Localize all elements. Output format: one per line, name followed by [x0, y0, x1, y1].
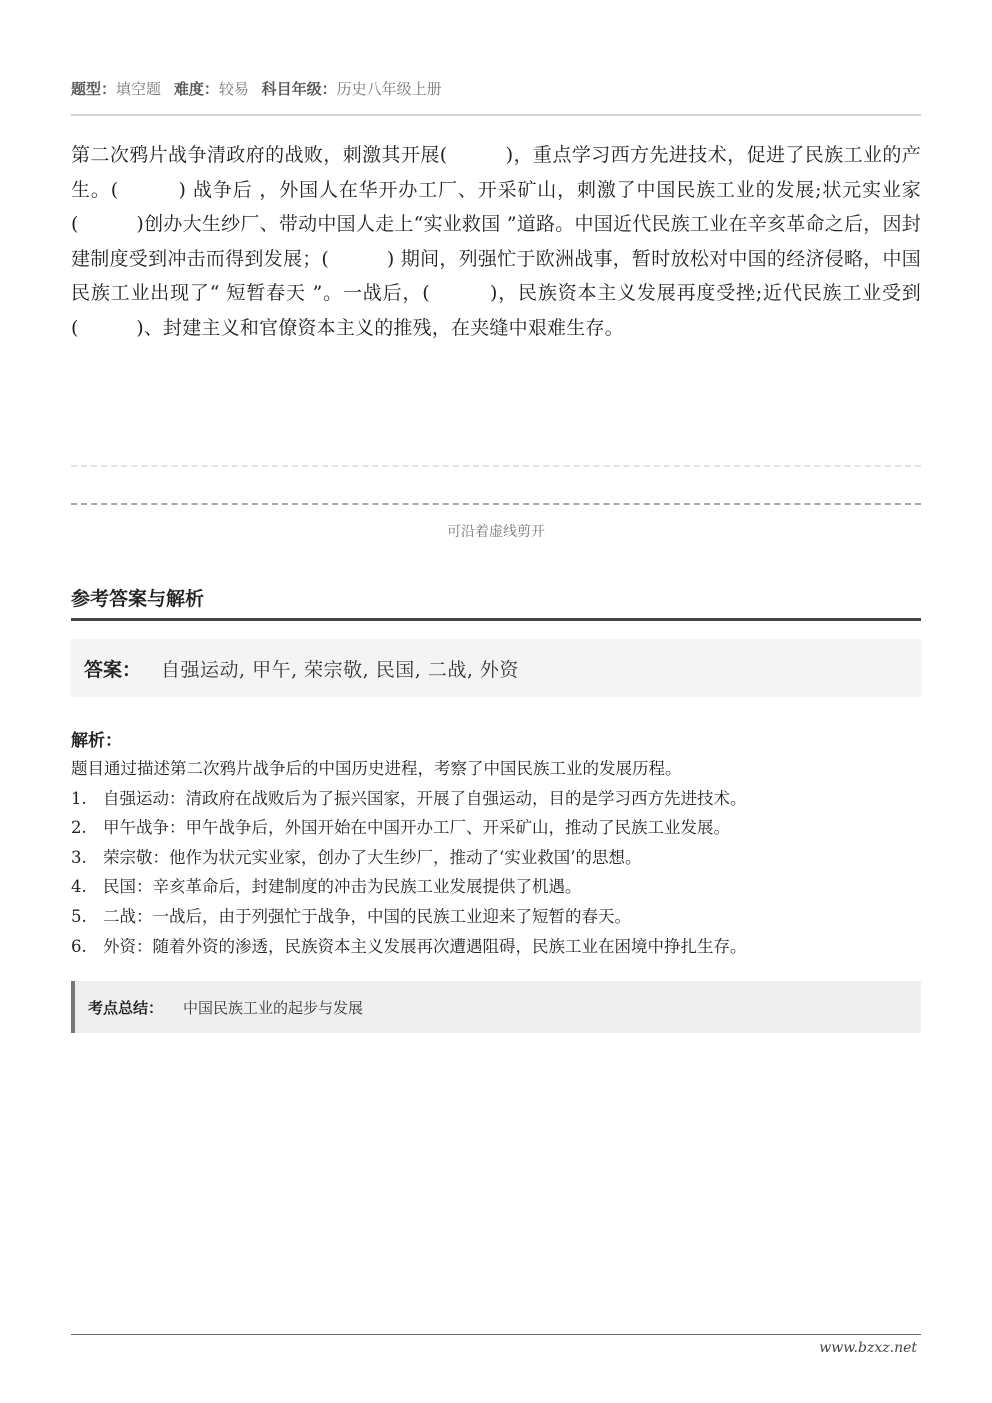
summary-value: 中国民族工业的起步与发展: [183, 998, 364, 1017]
item-text: 二战：一战后，由于列强忙于战争，中国的民族工业迎来了短暂的春天。: [103, 906, 631, 926]
key-point-summary: [71, 981, 921, 1033]
analysis-item: [71, 932, 921, 962]
type-label: 题型：: [71, 80, 117, 98]
answer-box: [71, 639, 921, 697]
item-text: 甲午战争：甲午战争后，外国开始在中国开办工厂、开采矿山，推动了民族工业发展。: [103, 818, 730, 838]
question-text: 第二次鸦片战争清政府的战败，刺激其开展( )，重点学习西方先进技术，促进了民族工业的产生。( ) 战争后 ，外国人在华开办工厂、开采矿山，刺激了中国民族工业的发展;状元实业家( )创办大生纱厂、带动中国人走上“实业救国 ”道路。中国近代民族工业在辛亥革命之后，因封建制度受到冲击而得到发展；( ) 期间，列强忙于欧洲战事，暂时放松对中国的经济侵略，中国民族工业出现了“ 短暂春天 ”。一战后，( )，民族资本主义发展再度受挫;近代民族工业受到( )、封建主义和官僚资本主义的推残，在夹缝中艰难生存。: [71, 144, 921, 339]
answer-label: 答案：: [84, 658, 142, 681]
analysis-label: 解析：: [71, 731, 122, 751]
analysis-item: [71, 813, 921, 843]
answer-value: 自强运动, 甲午, 荣宗敬, 民国, 二战, 外资: [161, 658, 519, 681]
item-number: 6.: [71, 936, 87, 956]
analysis-body: [71, 754, 921, 961]
item-number: 4.: [71, 877, 87, 897]
answer-section-divider: [71, 618, 921, 621]
item-text: 荣宗敬：他作为状元实业家，创办了大生纱厂，推动了‘实业救国’的思想。: [103, 847, 642, 867]
footer-divider: [71, 1334, 921, 1335]
subject-value: 历史八年级上册: [336, 80, 442, 98]
analysis-item: [71, 784, 921, 814]
analysis-item: [71, 843, 921, 873]
meta-divider: [71, 114, 921, 116]
answer-line-divider: [71, 465, 921, 467]
subject-label: 科目年级：: [261, 80, 337, 98]
cut-hint: 可沿着虚线剪开: [447, 524, 545, 540]
item-number: 2.: [71, 818, 87, 838]
type-value: 填空题: [116, 80, 162, 98]
item-text: 自强运动：清政府在战败后为了振兴国家，开展了自强运动，目的是学习西方先进技术。: [103, 788, 747, 808]
item-text: 民国：辛亥革命后，封建制度的冲击为民族工业发展提供了机遇。: [103, 877, 582, 897]
analysis-item: [71, 872, 921, 902]
item-number: 1.: [71, 788, 87, 808]
question-meta: [71, 78, 921, 100]
item-number: 3.: [71, 847, 87, 867]
summary-label: 考点总结：: [88, 998, 164, 1017]
difficulty-label: 难度：: [173, 80, 219, 98]
item-number: 5.: [71, 906, 87, 926]
cut-line-divider: [71, 503, 921, 505]
footer-site-link[interactable]: www.bzxz.net: [819, 1340, 917, 1356]
item-text: 外资：随着外资的渗透，民族资本主义发展再次遭遇阻碍，民族工业在困境中挣扎生存。: [103, 936, 747, 956]
analysis-item: [71, 902, 921, 932]
analysis-intro: 题目通过描述第二次鸦片战争后的中国历史进程，考察了中国民族工业的发展历程。: [71, 759, 682, 778]
difficulty-value: 较易: [218, 80, 249, 98]
answer-section-title: 参考答案与解析: [71, 588, 205, 610]
